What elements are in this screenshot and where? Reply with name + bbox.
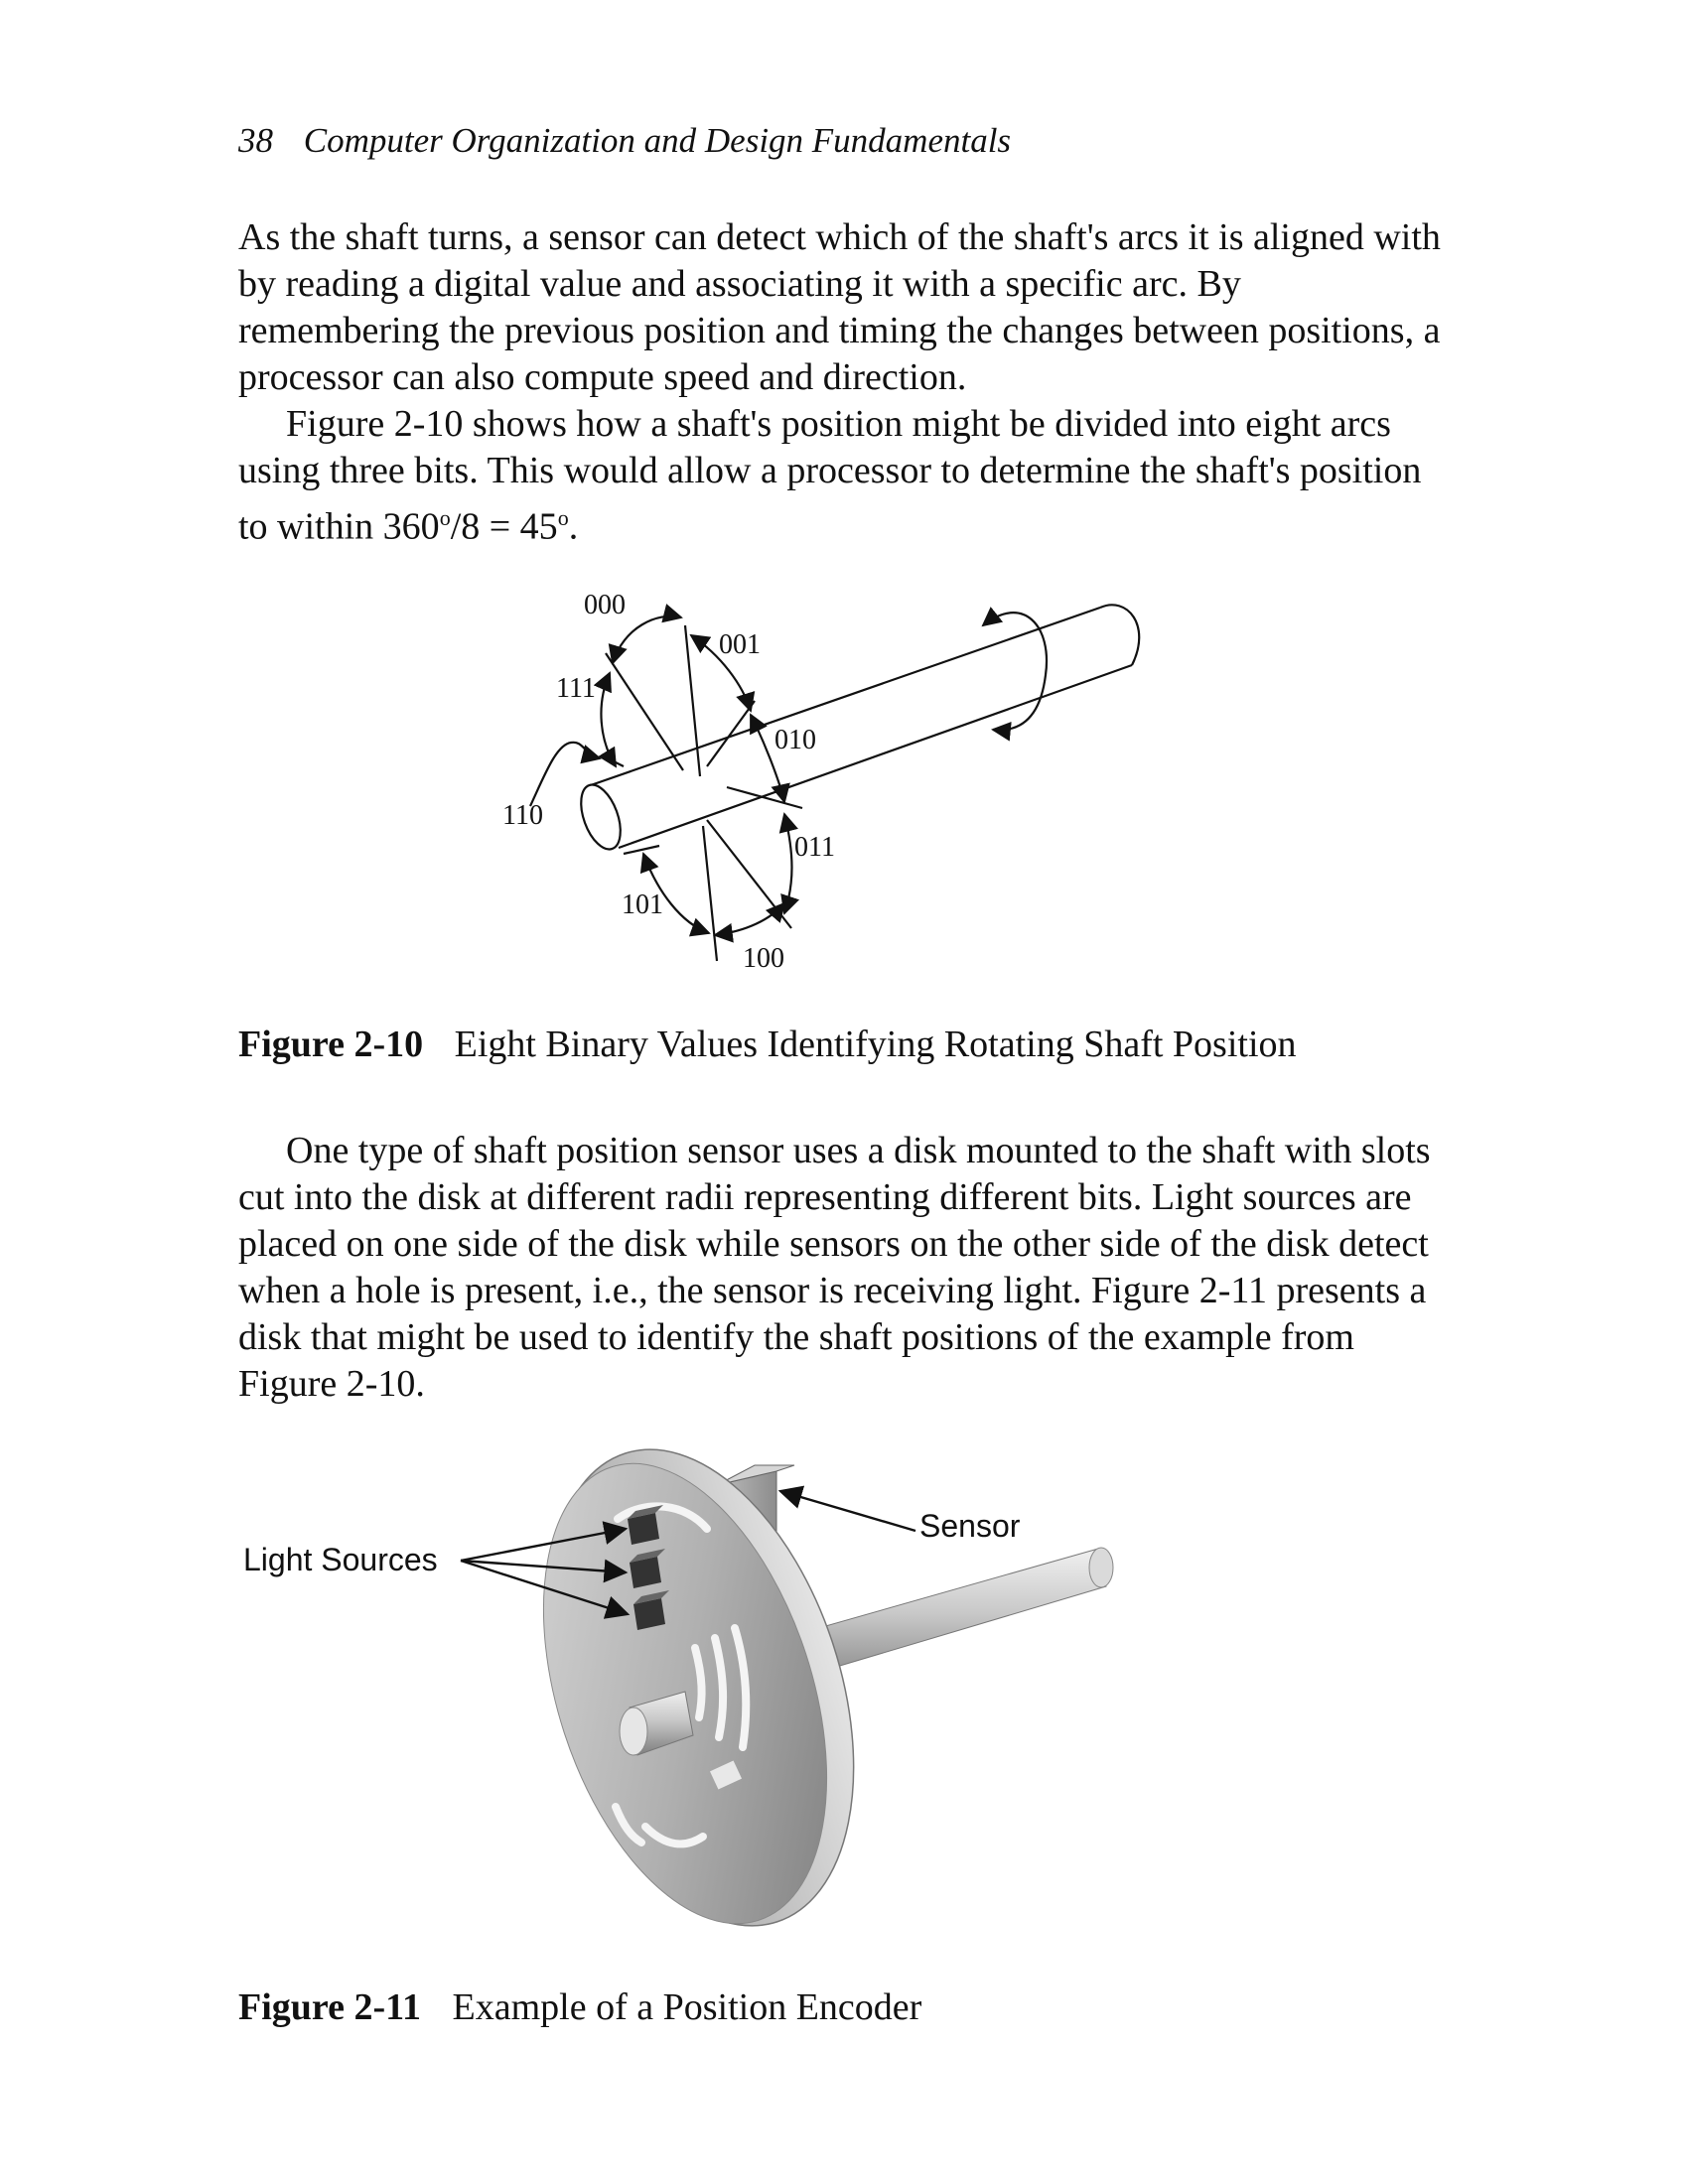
figure-2-11-title: Example of a Position Encoder — [452, 1986, 922, 2028]
label-011: 011 — [794, 832, 835, 863]
paragraph-2-text: Figure 2-10 shows how a shaft's position might be divided into eight arcs using three bits. This would allow a processor to determine the shaft's position to within 360 — [238, 403, 1422, 548]
figure-2-10-label: Figure 2-10 — [238, 1024, 424, 1065]
paragraph-2-mid: /8 = 45 — [450, 505, 558, 548]
label-100: 100 — [743, 943, 784, 974]
encoder-disk — [491, 1411, 910, 1965]
label-001: 001 — [719, 629, 761, 660]
label-000: 000 — [584, 590, 626, 620]
paragraph-2-end: . — [568, 505, 579, 548]
running-title: Computer Organization and Design Fundamentals — [303, 121, 1012, 160]
figure-2-11-caption — [238, 1985, 921, 2029]
figure-2-11-label: Figure 2-11 — [238, 1986, 422, 2028]
figure-2-10-title: Eight Binary Values Identifying Rotating Shaft Position — [454, 1024, 1297, 1065]
label-110: 110 — [502, 800, 543, 831]
paragraph-3: One type of shaft position sensor uses a disk mounted to the shaft with slots cut into the disk at different radii representing different bits. Light sources are placed on one side of the disk while sensors on the other side of the disk detect when a hole is present, i.e., the sensor is receiving light. Figure 2-11 presents a disk that might be used to identify the shaft positions of the example from Figure 2-10. — [238, 1130, 1431, 1405]
label-101: 101 — [622, 889, 663, 920]
label-111: 111 — [556, 673, 596, 704]
sensor-label: Sensor — [919, 1508, 1021, 1544]
sensor-arrow — [780, 1491, 915, 1531]
light-sources-label: Light Sources — [243, 1542, 438, 1577]
degree-sup-1: o — [439, 505, 451, 530]
page-number: 38 — [238, 121, 273, 160]
paragraph-1: As the shaft turns, a sensor can detect which of the shaft's arcs it is aligned with by reading a digital value and associating it with a specific arc. By remembering the previous position and timing the changes between positions, a processor can also compute speed and direction. — [238, 216, 1441, 398]
label-010: 010 — [774, 725, 816, 755]
degree-sup-2: o — [557, 505, 569, 530]
